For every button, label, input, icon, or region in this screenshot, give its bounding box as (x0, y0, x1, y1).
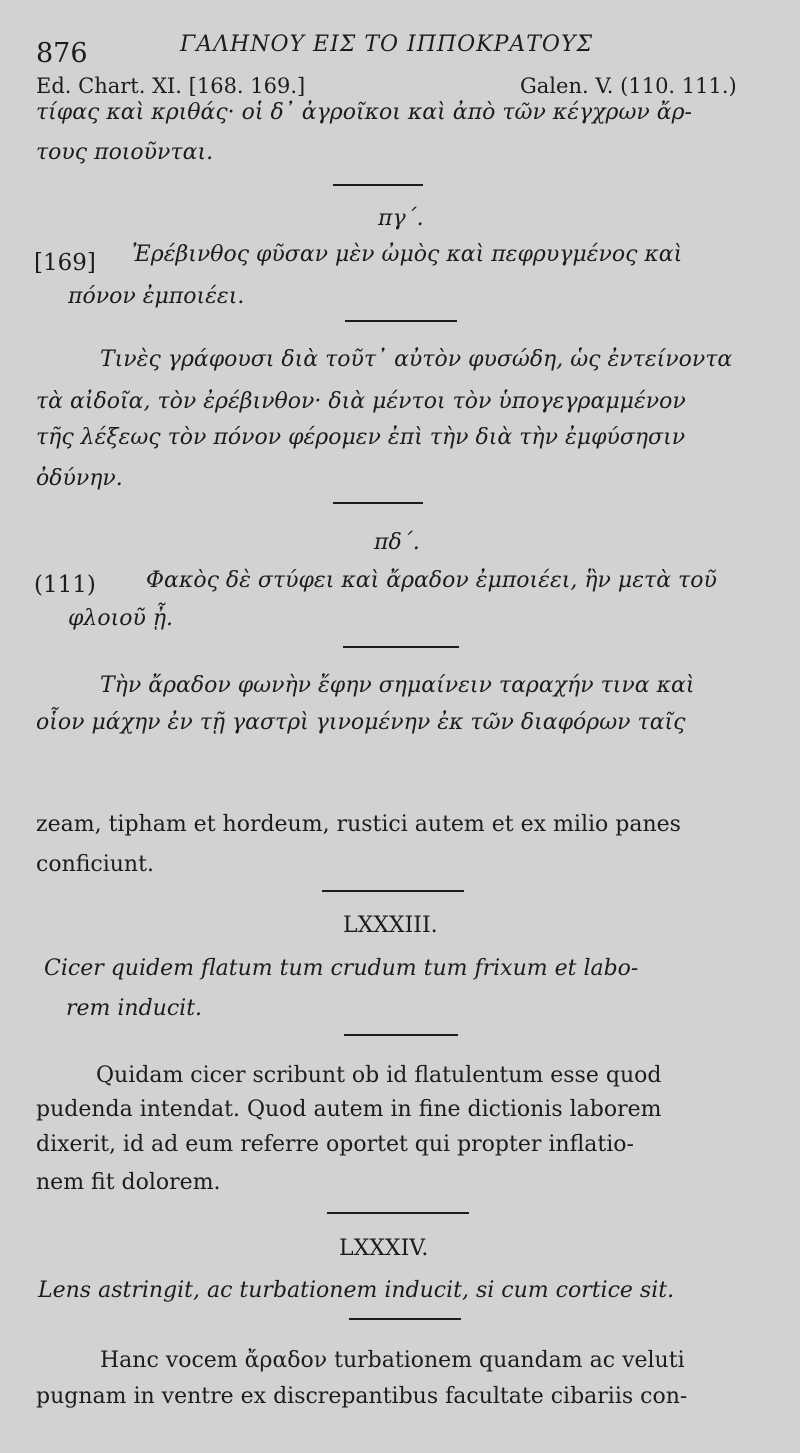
latin-sec83-comment-line: pudenda intendat. Quod autem in fine dictionis laborem (36, 1097, 662, 1122)
greek-sec84-text-line: φλοιοῦ ᾖ. (68, 606, 174, 631)
greek-sec83-comment-line: Τινὲς γράφουσι διὰ τοῦτ᾽ αὐτὸν φυσώδη, ὡς ἐντείνοντα (100, 347, 733, 372)
latin-sec83-text-line: Cicer quidem flatum tum crudum tum frixum et labo- (44, 956, 639, 981)
edition-left: Ed. Chart. XI. [168. 169.] (36, 74, 306, 98)
greek-sec83-comment-line: ὀδύνην. (36, 466, 123, 491)
greek-cont-line: τίφας καὶ κριθάς· οἱ δ᾽ ἀγροῖκοι καὶ ἀπὸ τῶν κέγχρων ἄρ- (36, 100, 692, 125)
latin-sec84-heading: LXXXIV. (339, 1236, 429, 1261)
greek-sec83-marker: [169] (34, 250, 96, 276)
section-rule (349, 1318, 461, 1320)
greek-sec83-comment-line: τὰ αἰδοῖα, τὸν ἐρέβινθον· διὰ μέντοι τὸν ὑπογεγραμμένον (36, 389, 686, 414)
latin-cont-line: conficiunt. (36, 852, 154, 877)
edition-right: Galen. V. (110. 111.) (520, 74, 737, 98)
latin-sec83-heading: LXXXIII. (343, 913, 438, 938)
latin-sec83-comment-line: dixerit, id ad eum referre oportet qui propter inflatio- (36, 1132, 634, 1157)
section-rule (345, 320, 457, 322)
greek-sec83-text-line: πόνον ἐμποιέει. (68, 284, 245, 309)
greek-sec83-text-line: Ἐρέβινθος φῦσαν μὲν ὠμὸς καὶ πεφρυγμένος καὶ (132, 242, 683, 267)
latin-sec84-comment-line: pugnam in ventre ex discrepantibus facultate cibariis con- (36, 1384, 688, 1409)
latin-cont-line: zeam, tipham et hordeum, rustici autem et ex milio panes (36, 812, 681, 837)
section-rule (322, 890, 464, 892)
latin-sec84-text-line: Lens astringit, ac turbationem inducit, si cum cortice sit. (38, 1278, 675, 1303)
greek-sec84-comment-line: οἷον μάχην ἐν τῇ γαστρὶ γινομένην ἐκ τῶν διαφόρων ταῖς (36, 710, 686, 735)
greek-sec84-text-line: Φακὸς δὲ στύφει καὶ ἄραδον ἐμποιέει, ἣν μετὰ τοῦ (146, 568, 717, 593)
section-rule (333, 184, 423, 186)
greek-cont-line: τους ποιοῦνται. (36, 140, 214, 165)
greek-sec84-heading: πδ΄. (374, 530, 420, 555)
greek-sec84-comment-line: Τὴν ἄραδον φωνὴν ἔφην σημαίνειν ταραχήν τινα καὶ (100, 673, 695, 698)
section-rule (343, 646, 459, 648)
latin-sec83-text-line: rem inducit. (66, 996, 203, 1021)
page-number: 876 (36, 38, 88, 69)
section-rule (333, 502, 423, 504)
greek-sec83-heading: πγ΄. (378, 206, 424, 231)
section-rule (344, 1034, 458, 1036)
section-rule (327, 1212, 469, 1214)
greek-sec83-comment-line: τῆς λέξεως τὸν πόνον φέρομεν ἐπὶ τὴν διὰ τὴν ἐμφύσησιν (36, 425, 686, 450)
greek-sec84-marker: (111) (34, 572, 96, 598)
latin-sec83-comment-line: nem fit dolorem. (36, 1170, 221, 1195)
running-title: ΓΑΛΗΝΟΥ ΕΙΣ ΤΟ ΙΠΠΟΚΡΑΤΟΥΣ (180, 32, 594, 57)
latin-sec84-comment-line: Hanc vocem ἄραδον turbationem quandam ac veluti (100, 1348, 685, 1373)
latin-sec83-comment-line: Quidam cicer scribunt ob id flatulentum esse quod (96, 1063, 662, 1088)
